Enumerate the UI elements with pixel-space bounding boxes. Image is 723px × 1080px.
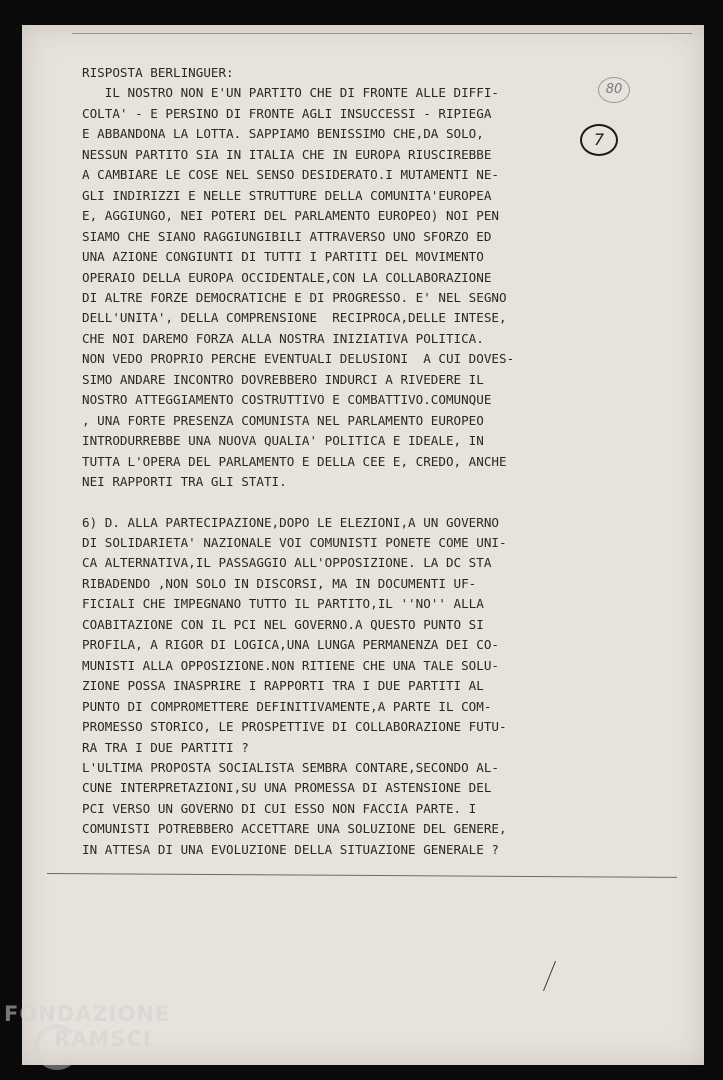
document-text — [82, 63, 552, 860]
question-line: ZIONE POSSA INASPRIRE I RAPPORTI TRA I DUE PARTITI AL — [82, 678, 484, 694]
question-line: CUNE INTERPRETAZIONI,SU UNA PROMESSA DI ASTENSIONE DEL — [82, 780, 492, 796]
answer-line: DI ALTRE FORZE DEMOCRATICHE E DI PROGRESSO. E' NEL SEGNO — [82, 289, 507, 305]
answer-line: DELL'UNITA', DELLA COMPRENSIONE RECIPROCA,DELLE INTESE, — [82, 310, 507, 326]
bottom-rule — [47, 873, 677, 878]
answer-line: E ABBANDONA LA LOTTA. SAPPIAMO BENISSIMO CHE,DA SOLO, — [82, 126, 484, 142]
answer-line: UNA AZIONE CONGIUNTI DI TUTTI I PARTITI DEL MOVIMENTO — [82, 249, 484, 265]
heading: RISPOSTA BERLINGUER: — [82, 65, 234, 80]
question-line: L'ULTIMA PROPOSTA SOCIALISTA SEMBRA CONTARE,SECONDO AL- — [82, 759, 500, 775]
answer-line: TUTTA L'OPERA DEL PARLAMENTO E DELLA CEE E, CREDO, ANCHE — [82, 453, 507, 469]
answer-line: , UNA FORTE PRESENZA COMUNISTA NEL PARLAMENTO EUROPEO — [82, 412, 484, 428]
question-line: COABITAZIONE CON IL PCI NEL GOVERNO.A QUESTO PUNTO SI — [82, 616, 484, 632]
document-page — [22, 25, 704, 1065]
question-line: PCI VERSO UN GOVERNO DI CUI ESSO NON FACCIA PARTE. I — [82, 800, 477, 816]
question-line: IN ATTESA DI UNA EVOLUZIONE DELLA SITUAZIONE GENERALE ? — [82, 841, 500, 857]
answer-line: CHE NOI DAREMO FORZA ALLA NOSTRA INIZIATIVA POLITICA. — [82, 330, 484, 346]
question-line: PUNTO DI COMPROMETTERE DEFINITIVAMENTE,A PARTE IL COM- — [82, 698, 492, 714]
watermark-line1: FONDAZIONE — [4, 1002, 171, 1026]
answer-line: E, AGGIUNGO, NEI POTERI DEL PARLAMENTO EUROPEO) NOI PEN — [82, 208, 500, 224]
archive-watermark — [4, 1000, 184, 1075]
page-number-circled: 7 — [580, 124, 618, 156]
answer-line: IL NOSTRO NON E'UN PARTITO CHE DI FRONTE ALLE DIFFI- — [82, 85, 500, 101]
answer-line: NON VEDO PROPRIO PERCHE EVENTUALI DELUSIONI A CUI DOVES- — [82, 351, 515, 367]
question-line: RA TRA I DUE PARTITI ? — [82, 739, 249, 755]
answer-line: GLI INDIRIZZI E NELLE STRUTTURE DELLA COMUNITA'EUROPEA — [82, 187, 492, 203]
question-line: 6) D. ALLA PARTECIPAZIONE,DOPO LE ELEZIONI,A UN GOVERNO — [82, 514, 500, 530]
answer-line: A CAMBIARE LE COSE NEL SENSO DESIDERATO.I MUTAMENTI NE- — [82, 167, 500, 183]
question-line: FICIALI CHE IMPEGNANO TUTTO IL PARTITO,IL ''NO'' ALLA — [82, 596, 484, 612]
answer-line: COLTA' - E PERSINO DI FRONTE AGLI INSUCCESSI - RIPIEGA — [82, 105, 492, 121]
question-line: RIBADENDO ,NON SOLO IN DISCORSI, MA IN DOCUMENTI UF- — [82, 575, 477, 591]
top-rule — [72, 33, 692, 34]
answer-line: SIAMO CHE SIANO RAGGIUNGIBILI ATTRAVERSO UNO SFORZO ED — [82, 228, 492, 244]
question-line: PROMESSO STORICO, LE PROSPETTIVE DI COLLABORAZIONE FUTU- — [82, 719, 507, 735]
answer-line: NESSUN PARTITO SIA IN ITALIA CHE IN EUROPA RIUSCIREBBE — [82, 146, 492, 162]
pen-stroke-mark — [543, 961, 556, 991]
question-line: PROFILA, A RIGOR DI LOGICA,UNA LUNGA PERMANENZA DEI CO- — [82, 637, 500, 653]
answer-line: INTRODURREBBE UNA NUOVA QUALIA' POLITICA E IDEALE, IN — [82, 433, 484, 449]
answer-line: SIMO ANDARE INCONTRO DOVREBBERO INDURCI A RIVEDERE IL — [82, 371, 484, 387]
answer-line: NEI RAPPORTI TRA GLI STATI. — [82, 474, 287, 490]
question-line: MUNISTI ALLA OPPOSIZIONE.NON RITIENE CHE UNA TALE SOLU- — [82, 657, 500, 673]
question-line: CA ALTERNATIVA,IL PASSAGGIO ALL'OPPOSIZIONE. LA DC STA — [82, 555, 492, 571]
question-line: DI SOLIDARIETA' NAZIONALE VOI COMUNISTI PONETE COME UNI- — [82, 534, 507, 550]
answer-line: OPERAIO DELLA EUROPA OCCIDENTALE,CON LA COLLABORAZIONE — [82, 269, 492, 285]
watermark-line2: RAMSCI — [54, 1027, 152, 1051]
question-line: COMUNISTI POTREBBERO ACCETTARE UNA SOLUZIONE DEL GENERE, — [82, 821, 507, 837]
folio-number-circled: 80 — [598, 77, 630, 103]
answer-line: NOSTRO ATTEGGIAMENTO COSTRUTTIVO E COMBATTIVO.COMUNQUE — [82, 392, 492, 408]
